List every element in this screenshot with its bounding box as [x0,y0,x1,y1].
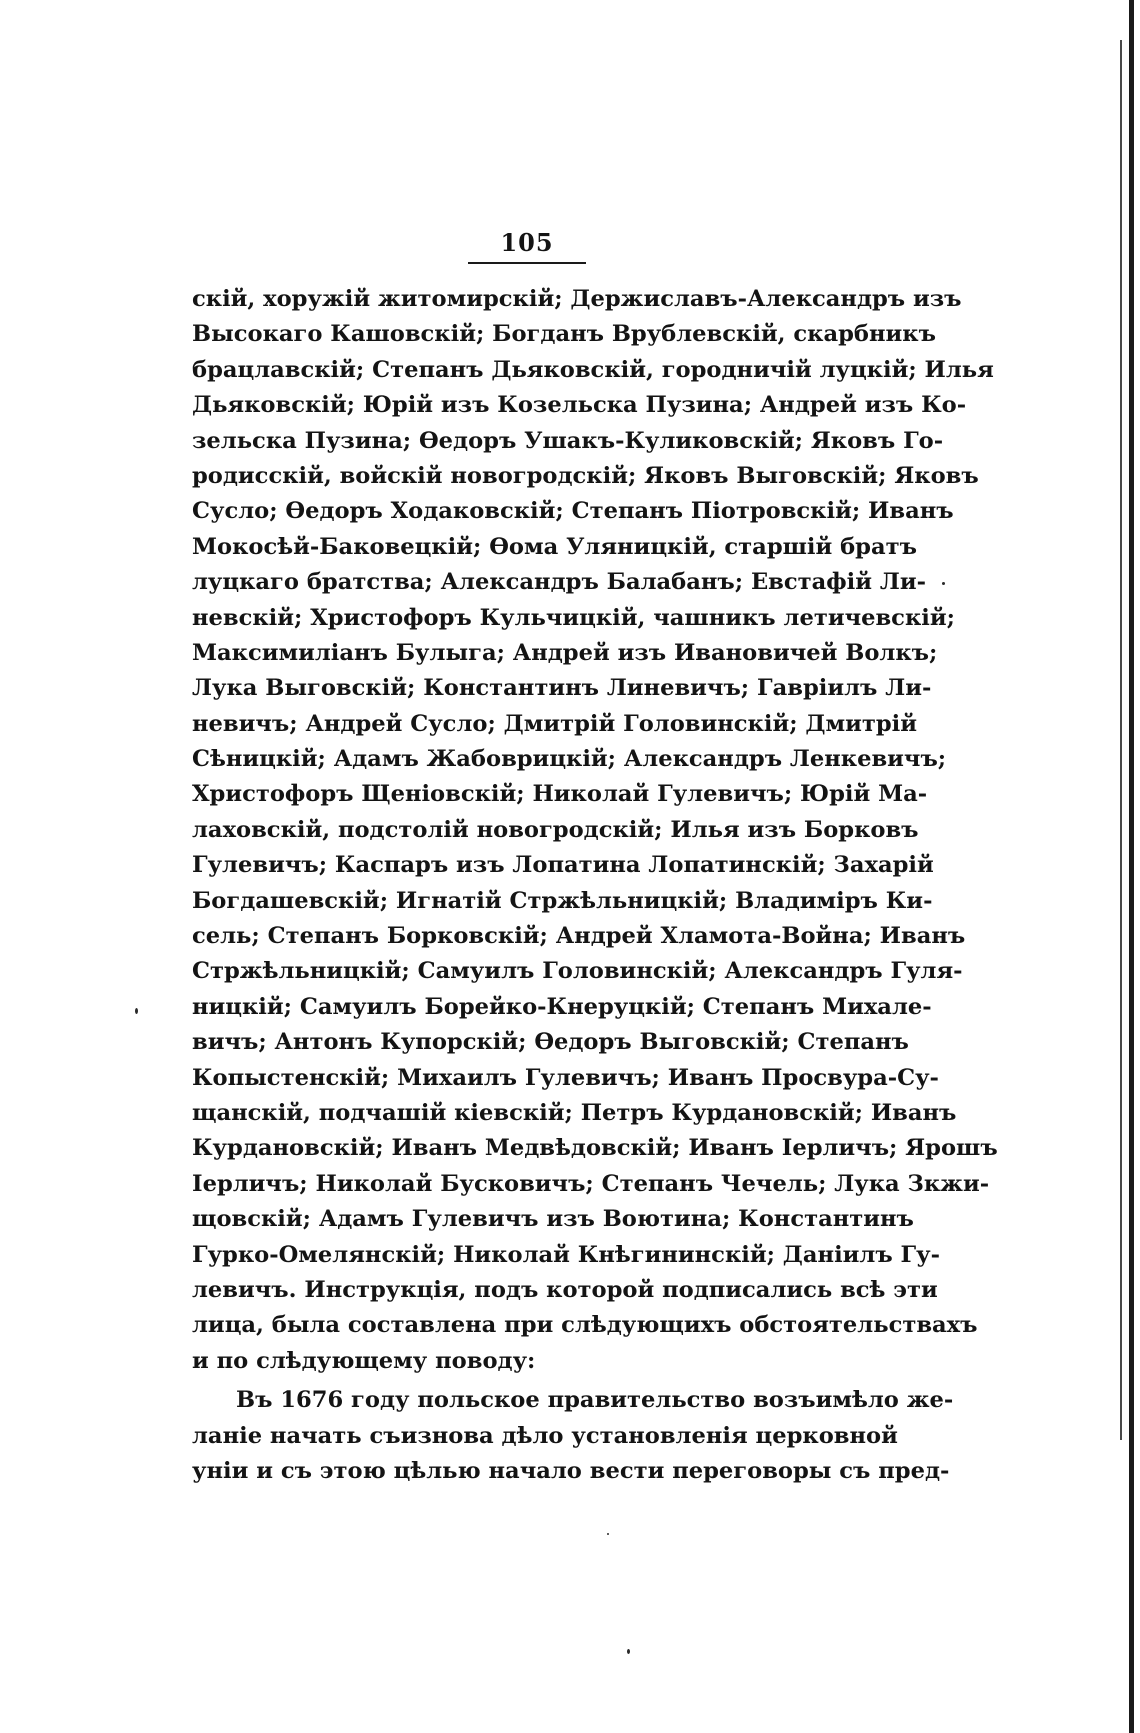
text-line: сель; Степанъ Борковскій; Андрей Хламота-Война; Иванъ [192,923,966,950]
text-line: лаховскій, подстолій новогродскій; Илья изъ Борковъ [192,816,919,843]
text-line: и по слѣдующему поводу: [192,1347,536,1374]
text-line: Гурко-Омелянскій; Николай Кнѣгининскій; Даніилъ Гу- [192,1241,940,1268]
text-line: невичъ; Андрей Сусло; Дмитрій Головинскій; Дмитрій [192,710,918,737]
text-line: Дьяковскій; Юрій изъ Козельска Пузина; Андрей изъ Ко- [192,392,967,419]
paragraph-2 [192,1383,954,1489]
text-line: ницкій; Самуилъ Борейко-Кнеруцкій; Степанъ Михале- [192,993,932,1020]
page-header [468,228,586,264]
text-line: скій, хоружій житомирскій; Держиславъ-Александръ изъ [192,286,962,312]
text-line: Богдашевскій; Игнатій Стржѣльницкій; Владиміръ Ки- [192,887,933,914]
text-line: Копыстенскій; Михаилъ Гулевичъ; Иванъ Просвура-Су- [192,1064,939,1091]
text-line: Христофоръ Щеніовскій; Николай Гулевичъ; Юрій Ма- [192,781,928,808]
paragraph-1 [192,282,998,1379]
page-edge-line [1120,40,1122,1440]
text-line: уніи и съ этою цѣлью начало вести переговоры съ пред- [192,1457,950,1484]
text-line: лица, была составлена при слѣдующихъ обстоятельствахъ [192,1312,978,1339]
text-line: Максимиліанъ Булыга; Андрей изъ Ивановичей Волкъ; [192,639,938,666]
text-line: зельска Пузина; Өедоръ Ушакъ-Куликовскій; Яковъ Го- [192,427,944,454]
text-line: Гулевичъ; Каспаръ изъ Лопатина Лопатинскій; Захарій [192,852,934,879]
scan-speck [135,1008,138,1014]
text-line: Сѣницкій; Адамъ Жабоврицкій; Александръ Ленкевичъ; [192,746,947,773]
page-edge-shadow [1129,0,1134,1733]
text-line: щанскій, подчашій кіевскій; Петръ Курдановскій; Иванъ [192,1099,957,1126]
text-line: невскій; Христофоръ Кульчицкій, чашникъ летичевскій; [192,604,955,631]
text-line: Высокаго Кашовскій; Богданъ Врублевскій, скарбникъ [192,321,936,348]
scan-speck [627,1649,630,1654]
text-line: щовскій; Адамъ Гулевичъ изъ Воютина; Константинъ [192,1206,914,1233]
text-line: Стржѣльницкій; Самуилъ Головинскій; Александръ Гуля- [192,958,963,985]
header-rule [468,262,586,264]
scan-speck [607,1533,609,1535]
text-line: Сусло; Өедоръ Ходаковскій; Степанъ Піотровскій; Иванъ [192,498,954,525]
text-line: вичъ; Антонъ Купорскій; Өедоръ Выговскій; Степанъ [192,1029,909,1056]
text-line: родисскій, войскій новогродскій; Яковъ Выговскій; Яковъ [192,462,979,489]
text-line: левичъ. Инструкція, подъ которой подписались всѣ эти [192,1276,938,1303]
text-line: Курдановскій; Иванъ Медвѣдовскій; Иванъ Іерличъ; Ярошъ [192,1135,998,1162]
page-number: 105 [500,228,554,257]
text-line: брацлавскій; Степанъ Дьяковскій, городничій луцкій; Илья [192,356,994,383]
scan-speck [942,582,945,585]
text-line: луцкаго братства; Александръ Балабанъ; Евстафій Ли- [192,569,926,596]
text-line: Въ 1676 году польское правительство возъимѣло же- [236,1387,954,1414]
body-text [192,282,998,1489]
text-line: Лука Выговскій; Константинъ Линевичъ; Гавріилъ Ли- [192,675,932,702]
text-line: Іерличъ; Николай Бусковичъ; Степанъ Чечель; Лука Зкжи- [192,1170,990,1197]
text-line: Мокосѣй-Баковецкій; Өома Уляницкій, старшій братъ [192,533,917,560]
text-line: ланіе начать съизнова дѣло установленія церковной [192,1422,898,1449]
